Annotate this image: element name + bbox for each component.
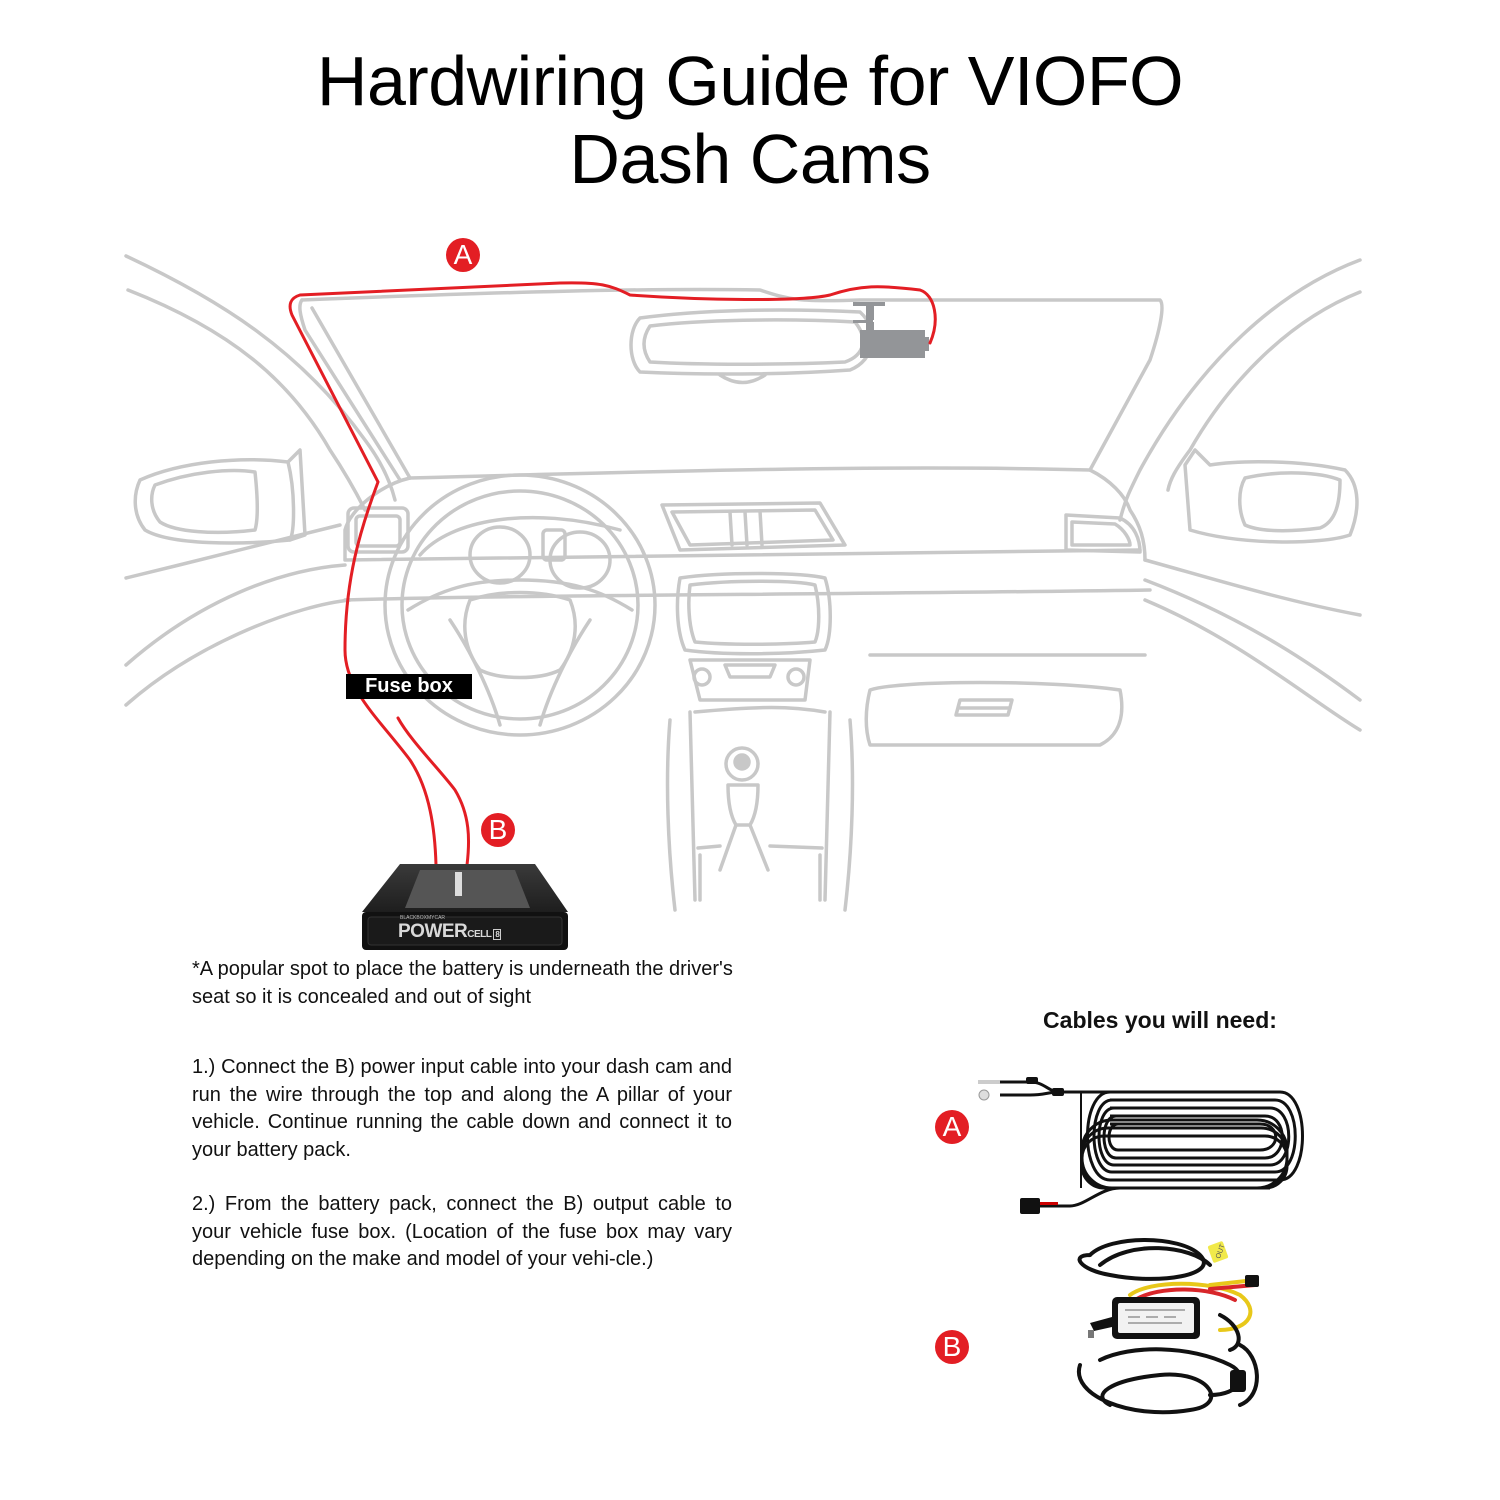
title-line-2: Dash Cams: [569, 120, 931, 198]
title-line-1: Hardwiring Guide for VIOFO: [316, 42, 1184, 120]
cable-a-image: [970, 1070, 1315, 1220]
battery-brand-suffix: CELL: [467, 929, 492, 940]
battery-model-badge: 8: [495, 930, 500, 939]
battery-placement-note: *A popular spot to place the battery is underneath the driver's seat so it is concealed and out of sight: [192, 958, 733, 1008]
battery-brand-small: BLACKBOXMYCAR: [400, 915, 446, 921]
battery-brand-main: POWER: [398, 921, 468, 942]
fuse-box-label: Fuse box: [346, 674, 472, 699]
cable-b-image: [1070, 1235, 1350, 1425]
marker-b-cables: B: [935, 1330, 969, 1364]
marker-a-diagram: A: [446, 238, 480, 272]
instruction-steps: [192, 1054, 732, 1301]
cables-heading: Cables you will need:: [1043, 1007, 1277, 1033]
marker-a-cables: A: [935, 1110, 969, 1144]
step-2: 2.) From the battery pack, connect the B) output cable to your vehicle fuse box. (Location of the fuse box may vary depending on the make and model of your vehi-cle.): [192, 1193, 732, 1270]
out-tag-text: OUT: [1215, 1243, 1227, 1260]
battery-pack-image: [360, 862, 570, 950]
marker-b-diagram: B: [481, 813, 515, 847]
step-1: 1.) Connect the B) power input cable into your dash cam and run the wire through the top and along the A pillar of your vehicle. Continue running the cable down and connect it to your battery pack.: [192, 1056, 732, 1161]
